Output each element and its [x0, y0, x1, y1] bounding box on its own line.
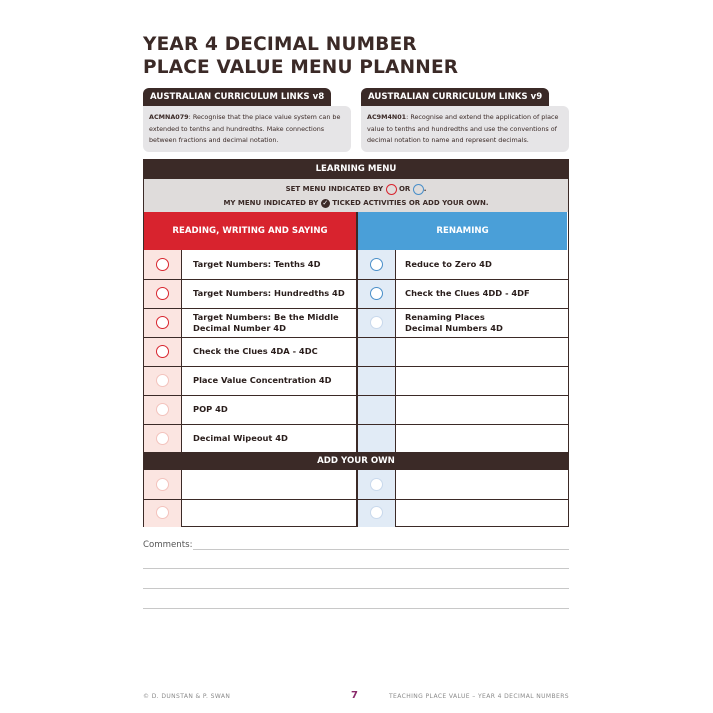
instruction-line-2	[144, 196, 568, 210]
title-line-1: YEAR 4 DECIMAL NUMBER	[143, 34, 417, 55]
curriculum-v8-tab: AUSTRALIAN CURRICULUM LINKS v8	[143, 88, 331, 106]
curriculum-v9-code: AC9M4N01	[367, 113, 407, 121]
menu-item-left-6[interactable]: POP 4D	[193, 404, 228, 414]
instruction-2-text: MY MENU INDICATED BY	[223, 199, 319, 207]
menu-item-left-1[interactable]: Target Numbers: Tenths 4D	[193, 259, 321, 269]
renaming-header: RENAMING	[358, 212, 567, 250]
curriculum-v9-text	[361, 106, 569, 152]
instruction-2-text-end: TICKED ACTIVITIES OR ADD YOUR OWN.	[332, 199, 489, 207]
add-your-own-header: ADD YOUR OWN	[144, 452, 568, 470]
menu-item-left-3[interactable]: Target Numbers: Be the Middle Decimal Number 4D	[193, 311, 339, 333]
select-circle-left-1[interactable]	[156, 258, 169, 271]
select-circle-left-6[interactable]	[156, 403, 169, 416]
select-circle-left-7[interactable]	[156, 432, 169, 445]
menu-instructions	[144, 179, 568, 212]
grid-line	[356, 212, 358, 452]
page-title	[143, 33, 458, 79]
menu-item-left-4[interactable]: Check the Clues 4DA - 4DC	[193, 346, 318, 356]
grid-line	[181, 250, 182, 452]
comment-line[interactable]	[143, 568, 569, 569]
select-circle-right-3[interactable]	[370, 316, 383, 329]
curriculum-v9-desc: : Recognise and extend the application of place value to tenths and hundredths and use the conventions of decimal notation to name and represent decimals.	[367, 113, 559, 144]
curriculum-v8-code: ACMNA079	[149, 113, 189, 121]
reading-writing-saying-header: READING, WRITING AND SAYING	[144, 212, 356, 250]
menu-item-right-2[interactable]: Check the Clues 4DD - 4DF	[405, 288, 530, 298]
instruction-line-1	[144, 182, 568, 196]
add-circle-left-1[interactable]	[156, 478, 169, 491]
curriculum-v8-box	[143, 84, 351, 152]
blue-circle-icon	[413, 184, 424, 195]
add-circle-right-2[interactable]	[370, 506, 383, 519]
select-circle-left-2[interactable]	[156, 287, 169, 300]
instruction-1-period: .	[423, 185, 427, 193]
instruction-1-text: SET MENU INDICATED BY	[285, 185, 384, 193]
curriculum-v8-text	[143, 106, 351, 152]
title-line-2: PLACE VALUE MENU PLANNER	[143, 57, 459, 78]
menu-item-right-3[interactable]: Renaming Places Decimal Numbers 4D	[405, 311, 503, 333]
select-circle-left-5[interactable]	[156, 374, 169, 387]
learning-menu-title: LEARNING MENU	[144, 160, 568, 179]
page-number: 7	[351, 690, 358, 701]
menu-item-left-5[interactable]: Place Value Concentration 4D	[193, 375, 332, 385]
select-circle-left-3[interactable]	[156, 316, 169, 329]
select-circle-left-4[interactable]	[156, 345, 169, 358]
menu-item-right-1[interactable]: Reduce to Zero 4D	[405, 259, 492, 269]
curriculum-v8-desc: : Recognise that the place value system can be extended to tenths and hundredths. Make connections between fractions and decimal notation.	[149, 113, 341, 144]
comments-label: Comments:	[143, 540, 193, 550]
red-circle-icon	[386, 184, 397, 195]
grid-line	[395, 250, 396, 452]
comment-line[interactable]	[193, 549, 569, 550]
grid-line	[144, 499, 568, 500]
curriculum-v9-tab: AUSTRALIAN CURRICULUM LINKS v9	[361, 88, 549, 106]
comment-line[interactable]	[143, 608, 569, 609]
footer-copyright: © D. DUNSTAN & P. SWAN	[143, 693, 231, 700]
add-circle-right-1[interactable]	[370, 478, 383, 491]
add-circle-left-2[interactable]	[156, 506, 169, 519]
comment-line[interactable]	[143, 588, 569, 589]
menu-item-left-2[interactable]: Target Numbers: Hundredths 4D	[193, 288, 345, 298]
select-circle-right-2[interactable]	[370, 287, 383, 300]
select-circle-right-1[interactable]	[370, 258, 383, 271]
footer-book-title: TEACHING PLACE VALUE – YEAR 4 DECIMAL NUMBERS	[388, 693, 569, 700]
learning-menu-table	[143, 159, 569, 527]
curriculum-v9-box	[361, 84, 569, 152]
instruction-1-or: OR	[398, 185, 411, 193]
tick-icon: ✓	[322, 198, 329, 207]
right-checkbox-strip	[358, 250, 395, 452]
menu-item-left-7[interactable]: Decimal Wipeout 4D	[193, 432, 288, 443]
